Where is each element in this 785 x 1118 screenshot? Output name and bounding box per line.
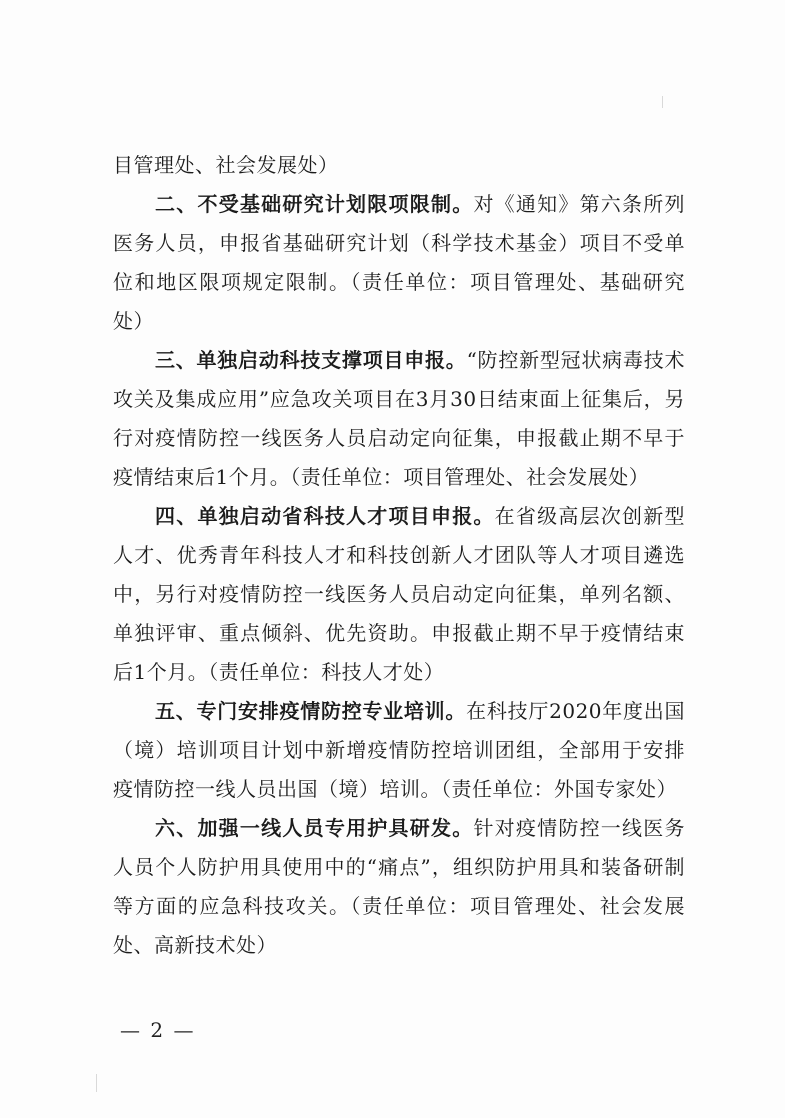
paragraph-text: 在科技厅2020年度出国（境）培训项目计划中新增疫情防控培训团组，全部用于安排疫情防控一线人员出国（境）培训。（责任单位：外国专家处） [113,699,686,801]
paragraph-text: 针对疫情防控一线医务人员个人防护用具使用中的“痛点”，组织防护用具和装备研制等方面的应急科技攻关。（责任单位：项目管理处、社会发展处、高新技术处） [113,816,685,957]
scan-mark [662,96,663,108]
paragraph-item-6 [113,809,685,965]
paragraph-text: 对《通知》第六条所列医务人员，申报省基础研究计划（科学技术基金）项目不受单位和地区限项规定限制。（责任单位：项目管理处、基础研究处） [113,192,685,333]
paragraph-heading: 四、单独启动省科技人才项目申报。 [155,504,495,528]
paragraph-heading: 五、专门安排疫情防控专业培训。 [155,699,467,723]
paragraph-heading: 六、加强一线人员专用护具研发。 [155,816,474,840]
page-number: — 2 — [120,1018,196,1042]
paragraph-text: 目管理处、社会发展处） [113,153,339,177]
paragraph-heading: 三、单独启动科技支撑项目申报。 [155,348,467,372]
paragraph-item-3 [113,341,685,497]
document-body [113,146,685,965]
paragraph-continuation [113,146,685,185]
paragraph-text: 在省级高层次创新型人才、优秀青年科技人才和科技创新人才团队等人才项目遴选中，另行对疫情防控一线医务人员启动定向征集，单列名额、单独评审、重点倾斜、优先资助。申报截止期不早于疫情结束后1个月。（责任单位：科技人才处） [113,504,686,684]
paragraph-item-5 [113,692,685,809]
scan-mark [96,1074,97,1092]
paragraph-item-2 [113,185,685,341]
paragraph-heading: 二、不受基础研究计划限项限制。 [155,192,474,216]
paragraph-text: “防控新型冠状病毒技术攻关及集成应用”应急攻关项目在3月30日结束面上征集后，另行对疫情防控一线医务人员启动定向征集，申报截止期不早于疫情结束后1个月。（责任单位：项目管理处、社会发展处） [113,348,685,489]
paragraph-item-4 [113,497,685,692]
